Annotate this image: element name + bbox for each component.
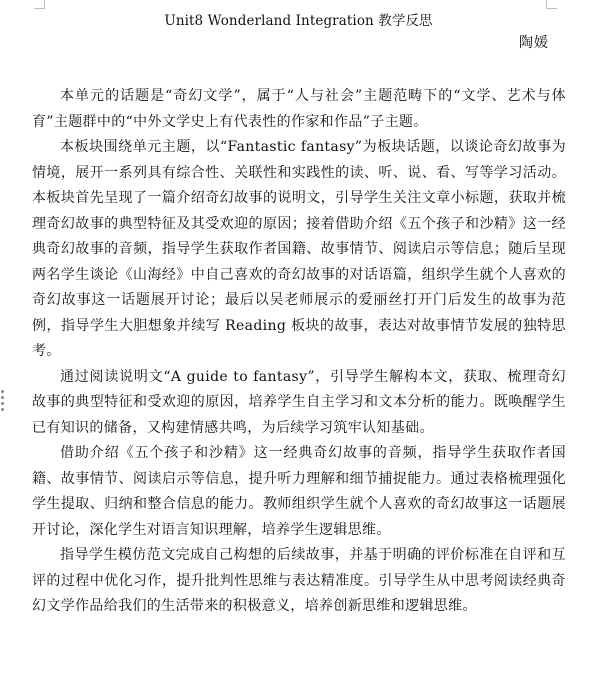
document-body: [32, 84, 566, 620]
page-corner-mark-right: [546, 0, 557, 9]
paragraph-overview: 本板块围绕单元主题，以“Fantastic fantasy”为板块话题，以谈论奇幻故事为情境，展开一系列具有综合性、关联性和实践性的读、听、说、看、写等学习活动。本板块首先呈现了一篇介绍奇幻故事的说明文，引导学生关注文章小标题，获取并梳理奇幻故事的典型特征及其受欢迎的原因；接着借助介绍《五个孩子和沙精》这一经典奇幻故事的音频，指导学生获取作者国籍、故事情节、阅读启示等信息；随后呈现两名学生谈论《山海经》中自己喜欢的奇幻故事的对话语篇，组织学生就个人喜欢的奇幻故事这一话题展开讨论；最后以吴老师展示的爱丽丝打开门后发生的故事为范例，指导学生大胆想象并续写 Reading 板块的故事，表达对故事情节发展的独特思考。: [32, 139, 566, 359]
author-name: 陶媛: [519, 35, 549, 51]
document-title: Unit8 Wonderland Integration 教学反思: [164, 13, 433, 29]
paragraph-writing: 指导学生模仿范文完成自己构想的后续故事，并基于明确的评价标准在自评和互评的过程中优化习作，提升批判性思维与表达精准度。引导学生从中思考阅读经典奇幻文学作品给我们的生活带来的积极意义，培养创新思维和逻辑思维。: [32, 547, 566, 614]
page-corner-mark-left: [34, 0, 45, 9]
paragraph-listening: 借助介绍《五个孩子和沙精》这一经典奇幻故事的音频，指导学生获取作者国籍、故事情节、阅读启示等信息，提升听力理解和细节捕捉能力。通过表格梳理强化学生提取、归纳和整合信息的能力。教师组织学生就个人喜欢的奇幻故事这一话题展开讨论，深化学生对语言知识理解，培养学生逻辑思维。: [32, 445, 566, 538]
paragraph-reading: 通过阅读说明文“A guide to fantasy”，引导学生解构本文，获取、梳理奇幻故事的典型特征和受欢迎的原因，培养学生自主学习和文本分析的能力。既唤醒学生已有知识的储备，又构建情感共鸣，为后续学习筑牢认知基础。: [32, 368, 566, 436]
margin-handle: [1, 390, 5, 414]
paragraph-topic: 本单元的话题是“奇幻文学”，属于“人与社会”主题范畴下的“文学、艺术与体育”主题群中的“中外文学史上有代表性的作家和作品”子主题。: [32, 88, 566, 130]
